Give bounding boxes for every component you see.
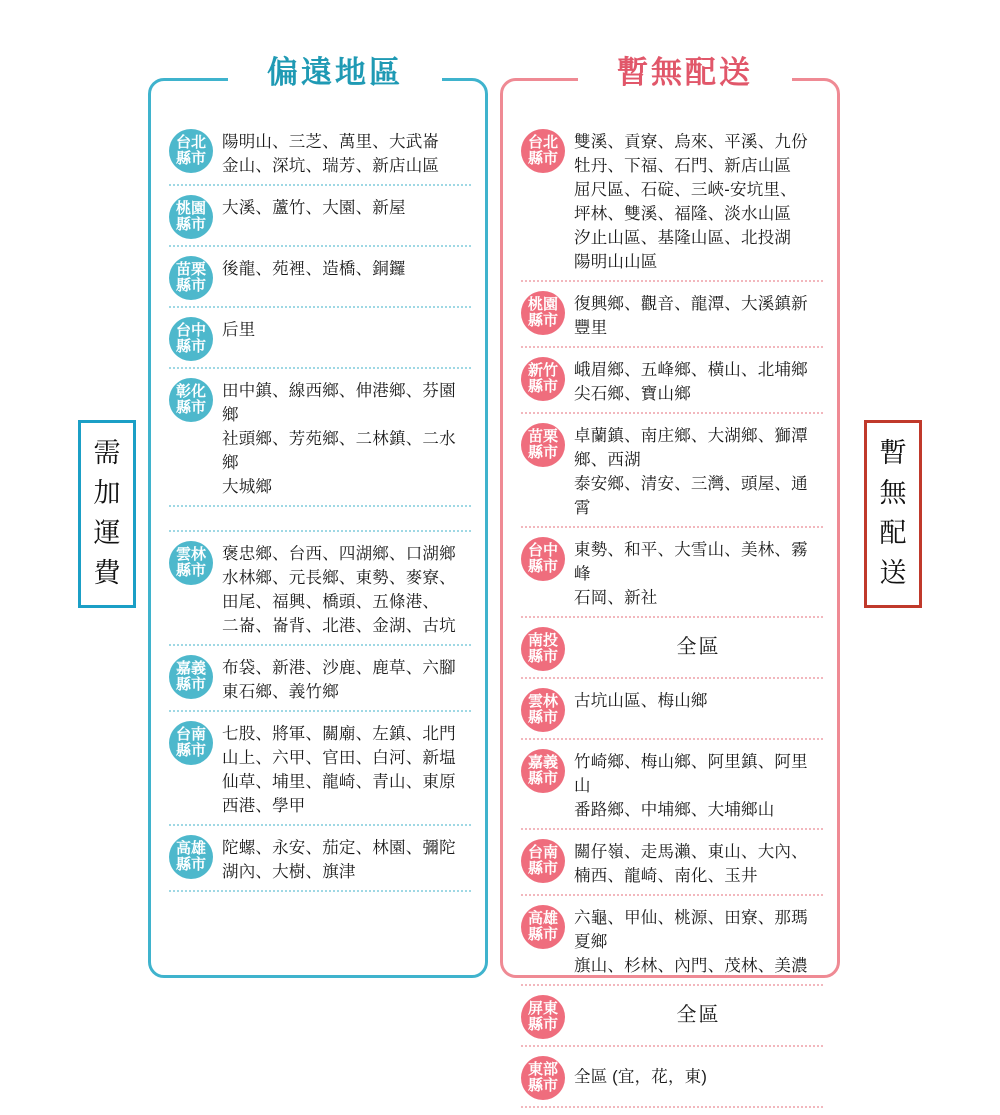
- area-list-text: 六龜、甲仙、桃源、田寮、那瑪夏鄉 旗山、杉林、內門、茂林、美濃: [574, 909, 808, 975]
- remote-areas-row-list: [169, 127, 471, 899]
- area-row: [521, 355, 823, 414]
- area-list-text: 褒忠鄉、台西、四湖鄉、口湖鄉 水林鄉、元長鄉、東勢、麥寮、 田尾、福興、橋頭、五條港、 二崙、崙背、北港、金湖、古坑: [222, 545, 456, 635]
- county-badge: [521, 1056, 565, 1100]
- no-delivery-title: 暫無配送: [578, 52, 792, 94]
- spacer-row: [169, 514, 471, 532]
- county-badge-line1: 台南: [175, 726, 206, 743]
- area-row: [521, 289, 823, 348]
- remote-areas-panel: [148, 78, 488, 978]
- county-badge: [169, 256, 213, 300]
- area-row: [169, 833, 471, 892]
- county-badge-line2: 縣市: [175, 856, 206, 873]
- county-badge-line2: 縣市: [527, 150, 558, 167]
- county-badge-line1: 高雄: [175, 840, 206, 857]
- right-side-label-char-3: 送: [879, 558, 907, 588]
- county-badge: [521, 357, 565, 401]
- county-badge: [521, 749, 565, 793]
- county-badge-line1: 苗栗: [527, 428, 558, 445]
- county-badge: [521, 905, 565, 949]
- county-badge-line1: 台北: [527, 134, 558, 151]
- area-list-text: 卓蘭鎮、南庄鄉、大湖鄉、獅潭鄉、西湖 泰安鄉、清安、三灣、頭屋、通霄: [574, 427, 808, 517]
- area-list-text: 後龍、苑裡、造橋、銅鑼: [222, 260, 406, 278]
- county-badge-line2: 縣市: [175, 338, 206, 355]
- area-list-text: 田中鎮、線西鄉、伸港鄉、芬園鄉 社頭鄉、芳苑鄉、二林鎮、二水鄉 大城鄉: [222, 382, 456, 496]
- county-badge-line2: 縣市: [175, 399, 206, 416]
- area-row: [169, 254, 471, 308]
- left-side-label-char-2: 運: [93, 518, 121, 548]
- county-badge-line2: 縣市: [527, 926, 558, 943]
- area-list-text: 復興鄉、觀音、龍潭、大溪鎮新豐里: [574, 295, 808, 337]
- county-badge-line2: 縣市: [175, 676, 206, 693]
- area-list-text: 雙溪、貢寮、烏來、平溪、九份 牡丹、下福、石門、新店山區 屈尺區、石碇、三峽-安坑里、 坪林、雙溪、福隆、淡水山區 汐止山區、基隆山區、北投湖 陽明山山區: [574, 133, 808, 271]
- area-list-text: 七股、將軍、關廟、左鎮、北門 山上、六甲、官田、白河、新塭 仙草、埔里、龍崎、青山、東原 西港、學甲: [222, 725, 456, 815]
- county-badge-line1: 台北: [175, 134, 206, 151]
- area-row: [521, 625, 823, 679]
- county-badge-line2: 縣市: [527, 1016, 558, 1033]
- county-badge-line1: 桃園: [175, 200, 206, 217]
- area-row: [169, 539, 471, 646]
- area-list-text: 古坑山區、梅山鄉: [574, 692, 708, 710]
- county-badge-line1: 高雄: [527, 910, 558, 927]
- area-row: [169, 719, 471, 826]
- area-row: [169, 127, 471, 186]
- area-list-text: 全區: [676, 1004, 721, 1026]
- county-badge-line2: 縣市: [175, 277, 206, 294]
- county-badge-line1: 屏東: [527, 1000, 558, 1017]
- area-row: [521, 837, 823, 896]
- county-badge-line1: 桃園: [527, 296, 558, 313]
- county-badge: [169, 195, 213, 239]
- county-badge: [521, 423, 565, 467]
- county-badge-line1: 苗栗: [175, 261, 206, 278]
- county-badge: [521, 839, 565, 883]
- right-side-label-char-0: 暫: [879, 438, 907, 468]
- county-badge-line1: 南投: [527, 632, 558, 649]
- county-badge-line2: 縣市: [527, 860, 558, 877]
- county-badge: [169, 655, 213, 699]
- county-badge-line1: 台中: [175, 322, 206, 339]
- county-badge-line2: 縣市: [527, 770, 558, 787]
- county-badge: [169, 129, 213, 173]
- area-list-text: 后里: [222, 321, 256, 339]
- right-side-label-char-2: 配: [879, 518, 907, 548]
- left-side-label: [78, 420, 136, 608]
- county-badge-line2: 縣市: [527, 648, 558, 665]
- county-badge-line2: 縣市: [527, 1077, 558, 1094]
- area-row: [521, 127, 823, 282]
- left-side-label-char-1: 加: [93, 478, 121, 508]
- county-badge-line2: 縣市: [527, 558, 558, 575]
- county-badge: [521, 537, 565, 581]
- left-side-label-char-0: 需: [93, 438, 121, 468]
- area-list-text: 竹崎鄉、梅山鄉、阿里鎮、阿里山 番路鄉、中埔鄉、大埔鄉山: [574, 753, 808, 819]
- area-row: [169, 376, 471, 507]
- county-badge-line2: 縣市: [527, 312, 558, 329]
- area-list-text: 關仔嶺、走馬瀨、東山、大內、 楠西、龍崎、南化、玉井: [574, 843, 808, 885]
- county-badge: [521, 995, 565, 1039]
- right-side-label-char-1: 無: [879, 478, 907, 508]
- county-badge-line2: 縣市: [527, 709, 558, 726]
- county-badge-line1: 台南: [527, 844, 558, 861]
- area-list-text: 陀螺、永安、茄定、林園、彌陀 湖內、大樹、旗津: [222, 839, 456, 881]
- no-delivery-panel: [500, 78, 840, 1094]
- area-list-text: 東勢、和平、大雪山、美林、霧峰 石岡、新社: [574, 541, 808, 607]
- area-row: [521, 903, 823, 986]
- county-badge: [169, 721, 213, 765]
- area-row: [521, 535, 823, 618]
- remote-areas-title: 偏遠地區: [228, 52, 442, 94]
- county-badge-line2: 縣市: [175, 742, 206, 759]
- county-badge-line2: 縣市: [527, 444, 558, 461]
- county-badge-line1: 台中: [527, 542, 558, 559]
- county-badge-line1: 新竹: [527, 362, 558, 379]
- county-badge-line1: 嘉義: [527, 754, 558, 771]
- area-list-text: 全區: [676, 636, 721, 658]
- county-badge-line1: 東部: [527, 1061, 558, 1078]
- area-list-text: 大溪、蘆竹、大園、新屋: [222, 199, 406, 217]
- county-badge-line1: 彰化: [175, 383, 206, 400]
- county-badge-line1: 嘉義: [175, 660, 206, 677]
- area-row: [521, 747, 823, 830]
- county-badge-line1: 雲林: [527, 693, 558, 710]
- area-list-text: 全區 (宜，花，東): [574, 1068, 708, 1086]
- area-row: [169, 315, 471, 369]
- area-row: [169, 193, 471, 247]
- county-badge: [169, 541, 213, 585]
- county-badge: [521, 291, 565, 335]
- county-badge: [169, 317, 213, 361]
- area-row: [521, 421, 823, 528]
- county-badge: [521, 129, 565, 173]
- county-badge-line2: 縣市: [527, 378, 558, 395]
- county-badge: [521, 627, 565, 671]
- area-row: [521, 1054, 823, 1108]
- county-badge: [521, 688, 565, 732]
- county-badge-line2: 縣市: [175, 562, 206, 579]
- area-list-text: 布袋、新港、沙鹿、鹿草、六腳 東石鄉、義竹鄉: [222, 659, 456, 701]
- county-badge-line2: 縣市: [175, 150, 206, 167]
- area-row: [521, 993, 823, 1047]
- right-side-label: [864, 420, 922, 608]
- county-badge-line1: 雲林: [175, 546, 206, 563]
- county-badge: [169, 835, 213, 879]
- area-list-text: 峨眉鄉、五峰鄉、橫山、北埔鄉 尖石鄉、寶山鄉: [574, 361, 808, 403]
- area-row: [169, 653, 471, 712]
- no-delivery-row-list: [521, 127, 823, 1115]
- area-row: [521, 686, 823, 740]
- area-list-text: 陽明山、三芝、萬里、大武崙 金山、深坑、瑞芳、新店山區: [222, 133, 440, 175]
- county-badge-line2: 縣市: [175, 216, 206, 233]
- left-side-label-char-3: 費: [93, 558, 121, 588]
- county-badge: [169, 378, 213, 422]
